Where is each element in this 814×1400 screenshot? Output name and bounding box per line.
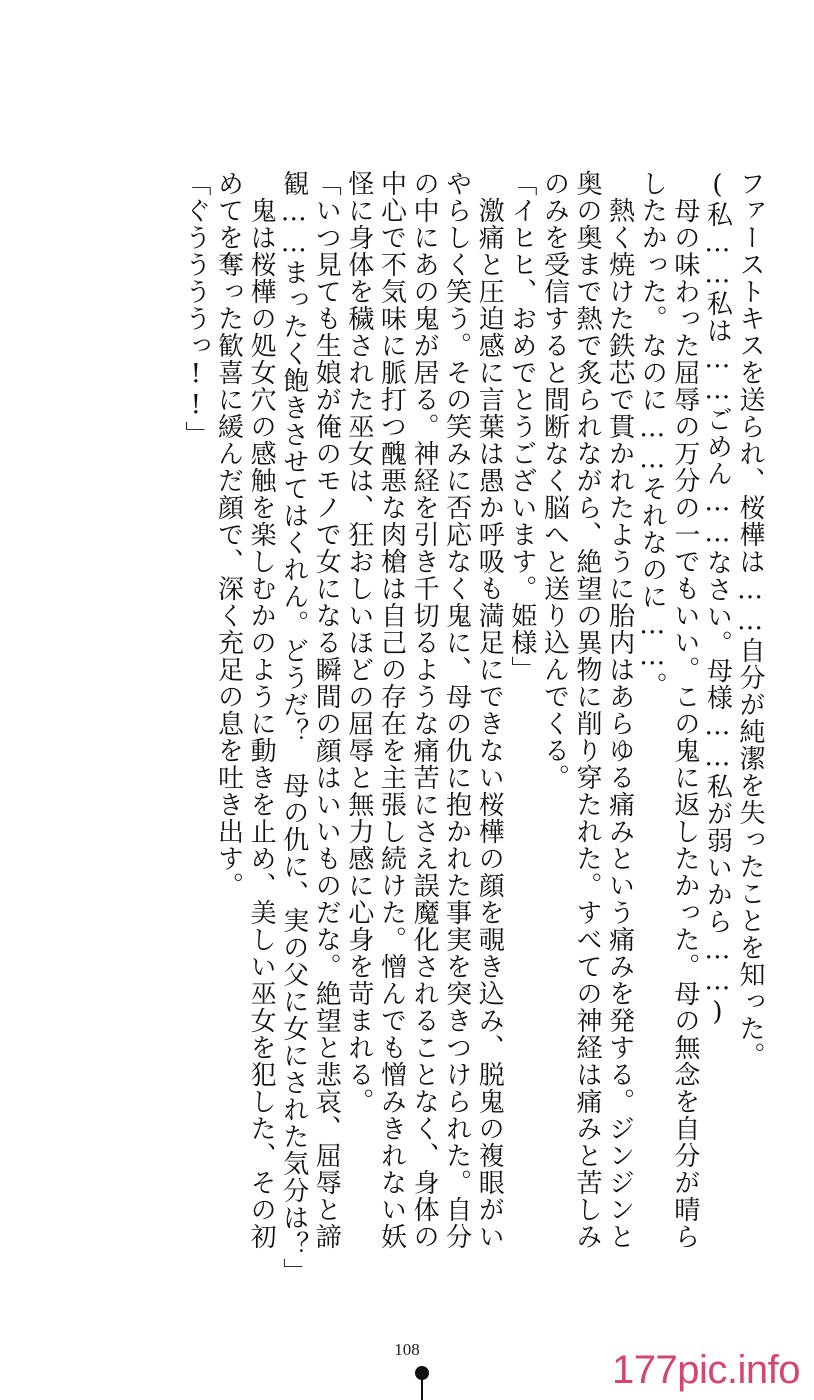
page-marker-dot <box>415 1366 429 1380</box>
text-line: 「イヒヒ、おめでとうございます。姫様」 <box>506 170 537 683</box>
page-marker-line <box>421 1379 423 1400</box>
text-line: 「ぐううううっ!!」 <box>180 170 211 448</box>
text-line: めてを奪った歓喜に緩んだ顔で、深く充足の息を吐き出す。 <box>213 170 244 899</box>
text-line: したかった。なのに……それなのに……。 <box>637 170 668 699</box>
text-line: 「いつ見ても生娘が俺のモノで女になる瞬間の顔はいいものだな。絶望と悲哀、屈辱と諦 <box>311 170 342 1250</box>
text-line: 熱く焼けた鉄芯で貫かれたように胎内はあらゆる痛みという痛みを発する。ジンジンと <box>604 170 635 1250</box>
text-line: (私……私は……ごめん……なさい。母様……私が弱いから……) <box>702 170 733 1028</box>
text-line: 観……まったく飽きさせてはくれん。どうだ？ 母の仇に、実の父に女にされた気分は？」 <box>278 170 309 1285</box>
text-line: 奥の奥まで熱で炙られながら、絶望の異物に削り穿たれた。すべての神経は痛みと苦しみ <box>572 170 603 1250</box>
watermark: 177pic.info <box>612 1348 800 1392</box>
page-number: 108 <box>394 1340 420 1359</box>
text-line: 母の味わった屈辱の万分の一でもいい。この鬼に返したかった。母の無念を自分が晴ら <box>669 170 700 1250</box>
text-line: 激痛と圧迫感に言葉は愚か呼吸も満足にできない桜樺の顔を覗き込み、脱鬼の複眼がい <box>474 170 505 1250</box>
text-line: のみを受信すると間断なく脳へと送り込んでくる。 <box>539 170 570 791</box>
text-line: の中にあの鬼が居る。神経を引き千切るような痛苦にさえ誤魔化されることなく、身体の <box>409 170 440 1250</box>
text-line: 怪に身体を穢された巫女は、狂おしいほどの屈辱と無力感に心身を苛まれる。 <box>343 170 374 1115</box>
vertical-text-body <box>126 170 766 1285</box>
text-line: 鬼は桜樺の処女穴の感触を楽しむかのように動きを止め、美しい巫女を犯した、その初 <box>246 170 277 1250</box>
text-line: やらしく笑う。その笑みに否応なく鬼に、母の仇に抱かれた事実を突きつけられた。自分 <box>441 170 472 1250</box>
text-line: 中心で不気味に脈打つ醜悪な肉槍は自己の存在を主張し続けた。憎んでも憎みきれない妖 <box>376 170 407 1250</box>
text-line: ファーストキスを送られ、桜樺は……自分が純潔を失ったことを知った。 <box>735 170 765 1069</box>
